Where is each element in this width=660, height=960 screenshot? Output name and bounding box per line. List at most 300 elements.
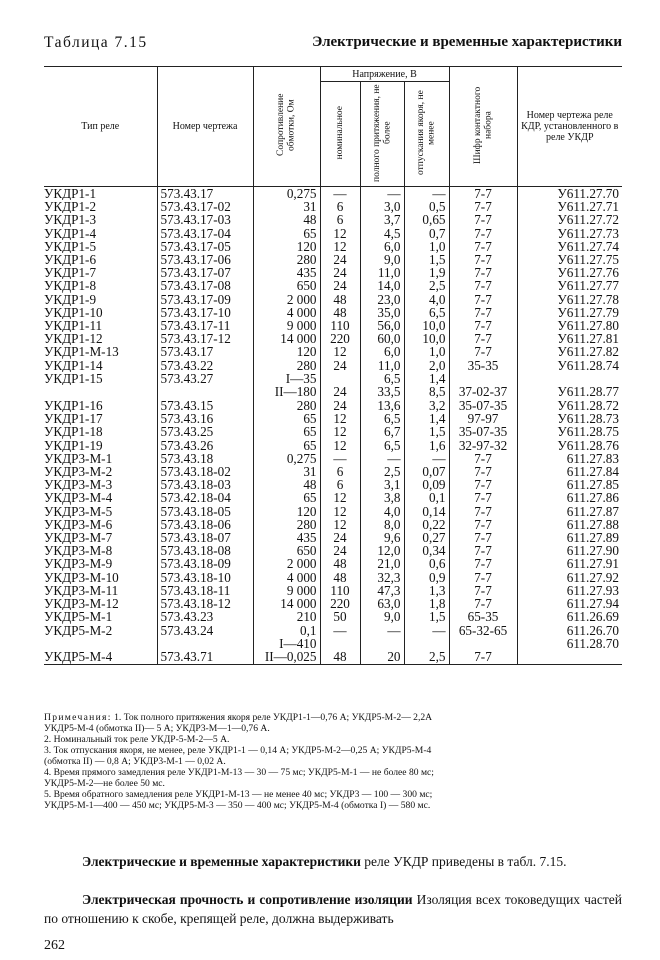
cell-contact-code: 7-7: [449, 200, 517, 213]
cell-nominal-voltage: 12: [320, 240, 360, 253]
cell-drawing-number: 573.43.17-05: [157, 240, 253, 253]
cell-release-voltage: 1,5: [404, 610, 449, 623]
table-row: [44, 319, 622, 332]
cell-contact-code: 7-7: [449, 240, 517, 253]
note-1: Примечания: 1. Ток полного притяжения якоря реле УКДР1-1—0,76 А; УКДР5-М-2— 2,2А: [44, 712, 433, 723]
cell-kdr-drawing: [517, 650, 622, 665]
cell-nominal-voltage: 12: [320, 412, 360, 425]
cell-contact-code: 7-7: [449, 584, 517, 597]
cell-resistance: 9 000: [253, 319, 320, 332]
cell-full-pickup-voltage: 4,0: [360, 505, 404, 518]
cell-contact-code: 35-07-35: [449, 398, 517, 412]
cell-resistance: II—180: [253, 385, 320, 398]
cell-nominal-voltage: 48: [320, 557, 360, 570]
cell-nominal-voltage: 6: [320, 200, 360, 213]
cell-kdr-drawing: 611.27.85: [517, 478, 622, 491]
cell-full-pickup-voltage: 35,0: [360, 306, 404, 319]
body-paragraph-2: Электрическая прочность и сопротивление изоляции Изоляция всех токоведущих частей по отношению к скобе, крепящей реле, должна выдерживать: [44, 891, 622, 926]
cell-release-voltage: 0,9: [404, 571, 449, 584]
table-row: [44, 398, 622, 412]
cell-drawing-number: 573.43.23: [157, 610, 253, 623]
cell-relay-type: УКДР1-7: [44, 266, 97, 280]
cell-release-voltage: 0,34: [404, 544, 449, 557]
cell-release-voltage: 0,07: [404, 465, 449, 478]
cell-kdr-drawing: У611.27.77: [517, 279, 622, 292]
cell-contact-code: 7-7: [449, 505, 517, 518]
table-row: [44, 240, 622, 253]
cell-resistance: 31: [253, 200, 320, 213]
cell-nominal-voltage: —: [320, 624, 360, 637]
cell-relay-type: УКДР1-8: [44, 279, 97, 293]
cell-drawing-number: 573.43.18-03: [157, 478, 253, 491]
cell-resistance: 280: [253, 518, 320, 531]
cell-full-pickup-voltage: [360, 637, 404, 650]
cell-drawing-number: 573.43.17-06: [157, 253, 253, 266]
table-row: [44, 332, 622, 345]
header-drawing-number: Номер чертежа: [157, 67, 253, 187]
cell-relay-type: [44, 637, 157, 650]
cell-nominal-voltage: 48: [320, 650, 360, 665]
cell-full-pickup-voltage: —: [360, 187, 404, 201]
cell-nominal-voltage: 12: [320, 227, 360, 240]
cell-full-pickup-voltage: 63,0: [360, 597, 404, 610]
table-body: [44, 187, 622, 665]
cell-drawing-number: 573.43.71: [157, 650, 253, 665]
cell-resistance: 0,1: [253, 624, 320, 637]
cell-kdr-drawing: 611.27.87: [517, 505, 622, 518]
cell-kdr-drawing: 611.27.88: [517, 518, 622, 531]
cell-release-voltage: 3,2: [404, 398, 449, 412]
cell-resistance: 2 000: [253, 293, 320, 306]
cell-full-pickup-voltage: 6,0: [360, 345, 404, 358]
table-row: [44, 610, 622, 623]
cell-contact-code: 65-35: [449, 610, 517, 623]
table-row: [44, 439, 622, 452]
table-row: [44, 372, 622, 385]
cell-drawing-number: 573.43.17-12: [157, 332, 253, 345]
table-row: [44, 345, 622, 358]
cell-full-pickup-voltage: 11,0: [360, 266, 404, 279]
cell-nominal-voltage: 110: [320, 319, 360, 332]
cell-full-pickup-voltage: 12,0: [360, 544, 404, 557]
note-4-cont: УКДР5-М-2—не более 50 мс.: [44, 778, 165, 789]
header-voltage-group: Напряжение, В: [320, 67, 449, 82]
cell-kdr-drawing: [517, 372, 622, 385]
table-notes: [44, 712, 624, 811]
cell-release-voltage: 0,22: [404, 518, 449, 531]
cell-nominal-voltage: 48: [320, 306, 360, 319]
cell-full-pickup-voltage: 6,5: [360, 372, 404, 385]
cell-relay-type: [44, 385, 157, 398]
cell-release-voltage: 0,5: [404, 200, 449, 213]
cell-full-pickup-voltage: 6,7: [360, 425, 404, 438]
cell-contact-code: [449, 637, 517, 650]
cell-kdr-drawing: 611.27.84: [517, 465, 622, 478]
cell-nominal-voltage: 50: [320, 610, 360, 623]
cell-contact-code: 7-7: [449, 266, 517, 279]
cell-relay-type: УКДР1-18: [44, 425, 103, 439]
note-5: 5. Время обратного замедления реле УКДР1-М-13 — не менее 40 мс; УКДР3 — 100 — 300 мс;: [44, 789, 433, 800]
cell-resistance: 48: [253, 213, 320, 226]
cell-relay-type: УКДР1-11: [44, 319, 103, 333]
cell-release-voltage: 2,5: [404, 650, 449, 665]
cell-relay-type: УКДР3-М-1: [44, 451, 113, 466]
cell-release-voltage: 2,0: [404, 359, 449, 372]
table-row: [44, 200, 622, 213]
cell-nominal-voltage: 12: [320, 425, 360, 438]
cell-release-voltage: —: [404, 624, 449, 637]
header-full-pickup: полного притяжения, не более: [360, 82, 404, 187]
cell-drawing-number: 573.43.17-11: [157, 319, 253, 332]
cell-relay-type: УКДР3-М-8: [44, 544, 113, 558]
cell-contact-code: 7-7: [449, 187, 517, 201]
table-row: [44, 637, 622, 650]
cell-resistance: 31: [253, 465, 320, 478]
cell-relay-type: УКДР1-5: [44, 239, 97, 254]
cell-relay-type: УКДР3-М-4: [44, 491, 113, 505]
cell-nominal-voltage: 48: [320, 293, 360, 306]
cell-relay-type: УКДР3-М-11: [44, 583, 119, 598]
cell-resistance: 650: [253, 279, 320, 292]
cell-nominal-voltage: 6: [320, 478, 360, 491]
table-row: [44, 187, 622, 201]
cell-resistance: 280: [253, 398, 320, 412]
cell-drawing-number: 573.43.17: [157, 345, 253, 358]
table-row: [44, 266, 622, 279]
cell-relay-type: УКДР1-19: [44, 438, 103, 452]
cell-nominal-voltage: —: [320, 187, 360, 201]
cell-drawing-number: 573.43.17: [157, 187, 253, 201]
cell-relay-type: УКДР1-9: [44, 292, 97, 306]
cell-kdr-drawing: У611.27.70: [517, 187, 622, 201]
cell-full-pickup-voltage: 3,7: [360, 213, 404, 226]
cell-full-pickup-voltage: 11,0: [360, 359, 404, 372]
cell-drawing-number: 573.43.17-09: [157, 293, 253, 306]
cell-nominal-voltage: 220: [320, 332, 360, 345]
cell-nominal-voltage: 12: [320, 491, 360, 504]
cell-drawing-number: [157, 637, 253, 650]
cell-kdr-drawing: 611.27.91: [517, 557, 622, 570]
table-row: [44, 293, 622, 306]
cell-resistance: 650: [253, 544, 320, 557]
note-5-cont: УКДР5-М-1—400 — 450 мс; УКДР5-М-3 — 350 — 400 мс; УКДР5-М-4 (обмотка I) — 580 мс.: [44, 800, 431, 811]
cell-resistance: 120: [253, 505, 320, 518]
cell-kdr-drawing: 611.26.70: [517, 624, 622, 637]
cell-release-voltage: 1,4: [404, 412, 449, 425]
table-row: [44, 385, 622, 398]
cell-resistance: 435: [253, 266, 320, 279]
page-number: 262: [44, 938, 65, 953]
cell-full-pickup-voltage: 9,6: [360, 531, 404, 544]
cell-contact-code: 32-97-32: [449, 439, 517, 452]
table-row: [44, 518, 622, 531]
cell-contact-code: 7-7: [449, 319, 517, 332]
cell-contact-code: 7-7: [449, 279, 517, 292]
cell-contact-code: 7-7: [449, 491, 517, 504]
cell-kdr-drawing: 611.27.83: [517, 452, 622, 465]
table-row: [44, 213, 622, 226]
cell-contact-code: 35-07-35: [449, 425, 517, 438]
cell-resistance: 0,275: [253, 452, 320, 465]
cell-release-voltage: 6,5: [404, 306, 449, 319]
cell-nominal-voltage: 24: [320, 544, 360, 557]
cell-drawing-number: [157, 385, 253, 398]
cell-resistance: 120: [253, 240, 320, 253]
cell-nominal-voltage: 12: [320, 439, 360, 452]
cell-relay-type: УКДР5-М-1: [44, 610, 113, 624]
cell-resistance: 65: [253, 227, 320, 240]
cell-relay-type: УКДР3-М-7: [44, 531, 113, 545]
note-3-cont: (обмотка II) — 0,8 А; УКДР3-М-1 — 0,02 А.: [44, 756, 226, 767]
table-row: [44, 597, 622, 610]
cell-nominal-voltage: —: [320, 452, 360, 465]
cell-kdr-drawing: 611.27.86: [517, 491, 622, 504]
cell-kdr-drawing: У611.27.80: [517, 319, 622, 332]
cell-full-pickup-voltage: —: [360, 624, 404, 637]
cell-resistance: 65: [253, 425, 320, 438]
cell-contact-code: 7-7: [449, 306, 517, 319]
cell-resistance: 65: [253, 491, 320, 504]
cell-kdr-drawing: У611.28.74: [517, 359, 622, 372]
cell-release-voltage: 0,65: [404, 213, 449, 226]
cell-release-voltage: 2,5: [404, 279, 449, 292]
cell-kdr-drawing: У611.28.75: [517, 425, 622, 438]
cell-release-voltage: 1,9: [404, 266, 449, 279]
cell-full-pickup-voltage: 2,5: [360, 465, 404, 478]
cell-resistance: 9 000: [253, 584, 320, 597]
cell-resistance: 65: [253, 412, 320, 425]
cell-kdr-drawing: 611.27.89: [517, 531, 622, 544]
cell-release-voltage: 1,0: [404, 345, 449, 358]
cell-relay-type: УКДР1-2: [44, 200, 97, 214]
cell-full-pickup-voltage: 4,5: [360, 227, 404, 240]
cell-kdr-drawing: У611.28.76: [517, 439, 622, 452]
cell-nominal-voltage: 24: [320, 359, 360, 372]
cell-nominal-voltage: 6: [320, 465, 360, 478]
header-relay-type: Тип реле: [44, 67, 157, 187]
note-3: 3. Ток отпускания якоря, не менее, реле УКДР1-1 — 0,14 А; УКДР5-М-2—0,25 А; УКДР5-М-4: [44, 745, 432, 756]
cell-relay-type: УКДР1-6: [44, 253, 97, 267]
cell-contact-code: 7-7: [449, 227, 517, 240]
cell-nominal-voltage: 24: [320, 398, 360, 412]
cell-full-pickup-voltage: —: [360, 452, 404, 465]
cell-nominal-voltage: [320, 372, 360, 385]
cell-kdr-drawing: У611.27.78: [517, 293, 622, 306]
header-kdr-drawing: Номер чертежа реле КДР, установленного в реле УКДР: [517, 67, 622, 187]
table-row: [44, 557, 622, 570]
cell-full-pickup-voltage: 23,0: [360, 293, 404, 306]
cell-release-voltage: 1,8: [404, 597, 449, 610]
cell-contact-code: 97-97: [449, 412, 517, 425]
table-row: [44, 359, 622, 372]
cell-drawing-number: 573.43.18-11: [157, 584, 253, 597]
cell-full-pickup-voltage: 6,5: [360, 439, 404, 452]
table-row: [44, 624, 622, 637]
cell-full-pickup-voltage: 32,3: [360, 571, 404, 584]
cell-full-pickup-voltage: 6,0: [360, 240, 404, 253]
table-header: [44, 67, 622, 187]
cell-kdr-drawing: У611.27.79: [517, 306, 622, 319]
cell-drawing-number: 573.43.18-12: [157, 597, 253, 610]
cell-relay-type: УКДР1-16: [44, 398, 103, 413]
cell-contact-code: 7-7: [449, 293, 517, 306]
table-row: [44, 253, 622, 266]
cell-nominal-voltage: 24: [320, 279, 360, 292]
cell-drawing-number: 573.43.18-10: [157, 571, 253, 584]
cell-relay-type: УКДР1-3: [44, 213, 97, 227]
cell-release-voltage: 0,14: [404, 505, 449, 518]
cell-contact-code: [449, 372, 517, 385]
cell-release-voltage: [404, 637, 449, 650]
cell-resistance: 4 000: [253, 571, 320, 584]
cell-resistance: 65: [253, 439, 320, 452]
cell-kdr-drawing: У611.28.73: [517, 412, 622, 425]
cell-contact-code: 7-7: [449, 452, 517, 465]
cell-drawing-number: 573.43.18-08: [157, 544, 253, 557]
cell-nominal-voltage: 12: [320, 505, 360, 518]
cell-relay-type: УКДР5-М-4: [44, 650, 157, 665]
cell-contact-code: 7-7: [449, 518, 517, 531]
table-row: [44, 531, 622, 544]
cell-nominal-voltage: 12: [320, 345, 360, 358]
cell-relay-type: УКДР1-4: [44, 226, 97, 240]
cell-nominal-voltage: 24: [320, 531, 360, 544]
cell-drawing-number: 573.43.18: [157, 452, 253, 465]
cell-kdr-drawing: У611.27.74: [517, 240, 622, 253]
table-row: [44, 571, 622, 584]
relay-characteristics-table: [44, 66, 622, 665]
cell-resistance: I—410: [253, 637, 320, 650]
cell-contact-code: 7-7: [449, 345, 517, 358]
cell-drawing-number: 573.43.17-03: [157, 213, 253, 226]
table-row: [44, 505, 622, 518]
header-nominal: номинальное: [320, 82, 360, 187]
cell-relay-type: УКДР5-М-2: [44, 623, 113, 637]
cell-drawing-number: 573.43.18-06: [157, 518, 253, 531]
table-row: [44, 306, 622, 319]
cell-release-voltage: 1,0: [404, 240, 449, 253]
cell-release-voltage: 0,7: [404, 227, 449, 240]
cell-kdr-drawing: 611.27.93: [517, 584, 622, 597]
cell-contact-code: 37-02-37: [449, 385, 517, 398]
table-row: [44, 584, 622, 597]
cell-full-pickup-voltage: 8,0: [360, 518, 404, 531]
cell-drawing-number: 573.43.17-10: [157, 306, 253, 319]
cell-kdr-drawing: У611.27.76: [517, 266, 622, 279]
cell-nominal-voltage: 6: [320, 213, 360, 226]
table-row: [44, 478, 622, 491]
cell-drawing-number: 573.43.17-07: [157, 266, 253, 279]
cell-drawing-number: 573.42.18-04: [157, 491, 253, 504]
table-row: [44, 465, 622, 478]
cell-resistance: 2 000: [253, 557, 320, 570]
cell-relay-type: УКДР3-М-3: [44, 478, 113, 492]
cell-kdr-drawing: У611.28.77: [517, 385, 622, 398]
table-row: [44, 491, 622, 504]
table-row: [44, 227, 622, 240]
cell-drawing-number: 573.43.25: [157, 425, 253, 438]
cell-release-voltage: 1,4: [404, 372, 449, 385]
cell-contact-code: 7-7: [449, 332, 517, 345]
header-release: отпускания якоря, не менее: [404, 82, 449, 187]
cell-relay-type: УКДР1-М-13: [44, 345, 119, 359]
cell-full-pickup-voltage: 60,0: [360, 332, 404, 345]
body-paragraph-1: Электрические и временные характеристики реле УКДР приведены в табл. 7.15.: [82, 853, 567, 869]
cell-contact-code: 7-7: [449, 253, 517, 266]
table-row: [44, 544, 622, 557]
table-row: [44, 412, 622, 425]
cell-contact-code: 7-7: [449, 531, 517, 544]
cell-full-pickup-voltage: 47,3: [360, 584, 404, 597]
cell-nominal-voltage: 48: [320, 571, 360, 584]
cell-resistance: 4 000: [253, 306, 320, 319]
cell-nominal-voltage: 24: [320, 385, 360, 398]
cell-nominal-voltage: 12: [320, 518, 360, 531]
cell-contact-code: 7-7: [449, 597, 517, 610]
cell-release-voltage: —: [404, 187, 449, 201]
cell-release-voltage: 8,5: [404, 385, 449, 398]
cell-contact-code: 7-7: [449, 650, 517, 665]
cell-drawing-number: 573.43.26: [157, 439, 253, 452]
cell-kdr-drawing: 611.27.92: [517, 571, 622, 584]
cell-resistance: 435: [253, 531, 320, 544]
cell-release-voltage: 10,0: [404, 332, 449, 345]
cell-full-pickup-voltage: 13,6: [360, 398, 404, 412]
cell-kdr-drawing: У611.27.81: [517, 332, 622, 345]
table-row: [44, 279, 622, 292]
cell-full-pickup-voltage: 14,0: [360, 279, 404, 292]
cell-relay-type: УКДР1-12: [44, 332, 103, 346]
table-title: Электрические и временные характеристики: [312, 34, 622, 50]
cell-resistance: 280: [253, 253, 320, 266]
cell-drawing-number: 573.43.18-05: [157, 505, 253, 518]
cell-relay-type: УКДР3-М-9: [44, 557, 113, 571]
cell-contact-code: 7-7: [449, 544, 517, 557]
cell-contact-code: 7-7: [449, 557, 517, 570]
cell-resistance: 0,275: [253, 187, 320, 201]
cell-full-pickup-voltage: 3,0: [360, 200, 404, 213]
cell-relay-type: УКДР3-М-2: [44, 465, 113, 479]
cell-contact-code: 7-7: [449, 213, 517, 226]
cell-resistance: 48: [253, 478, 320, 491]
note-4: 4. Время прямого замедления реле УКДР1-М-13 — 30 — 75 мс; УКДР5-М-1 — не более 80 мс;: [44, 767, 434, 778]
cell-kdr-drawing: У611.27.82: [517, 345, 622, 358]
cell-relay-type: УКДР1-17: [44, 412, 103, 426]
cell-relay-type: УКДР3-М-6: [44, 517, 113, 532]
cell-full-pickup-voltage: 6,5: [360, 412, 404, 425]
cell-full-pickup-voltage: 21,0: [360, 557, 404, 570]
header-contact-code: Шифр контактного набора: [449, 67, 517, 187]
table-row: [44, 452, 622, 465]
note-1-cont: УКДР5-М-4 (обмотка II)— 5 А; УКДР3-М—1—0,76 А.: [44, 723, 270, 734]
cell-full-pickup-voltage: 3,1: [360, 478, 404, 491]
cell-resistance: 120: [253, 345, 320, 358]
table-row: [44, 650, 622, 665]
cell-kdr-drawing: 611.27.90: [517, 544, 622, 557]
cell-drawing-number: 573.43.18-02: [157, 465, 253, 478]
cell-release-voltage: 0,09: [404, 478, 449, 491]
table-caption: [44, 34, 622, 54]
cell-release-voltage: 0,27: [404, 531, 449, 544]
cell-full-pickup-voltage: 9,0: [360, 253, 404, 266]
cell-release-voltage: 4,0: [404, 293, 449, 306]
cell-full-pickup-voltage: 9,0: [360, 610, 404, 623]
cell-kdr-drawing: У611.27.73: [517, 227, 622, 240]
cell-resistance: 280: [253, 359, 320, 372]
cell-resistance: 14 000: [253, 597, 320, 610]
cell-kdr-drawing: 611.27.94: [517, 597, 622, 610]
cell-resistance: I—35: [253, 372, 320, 385]
